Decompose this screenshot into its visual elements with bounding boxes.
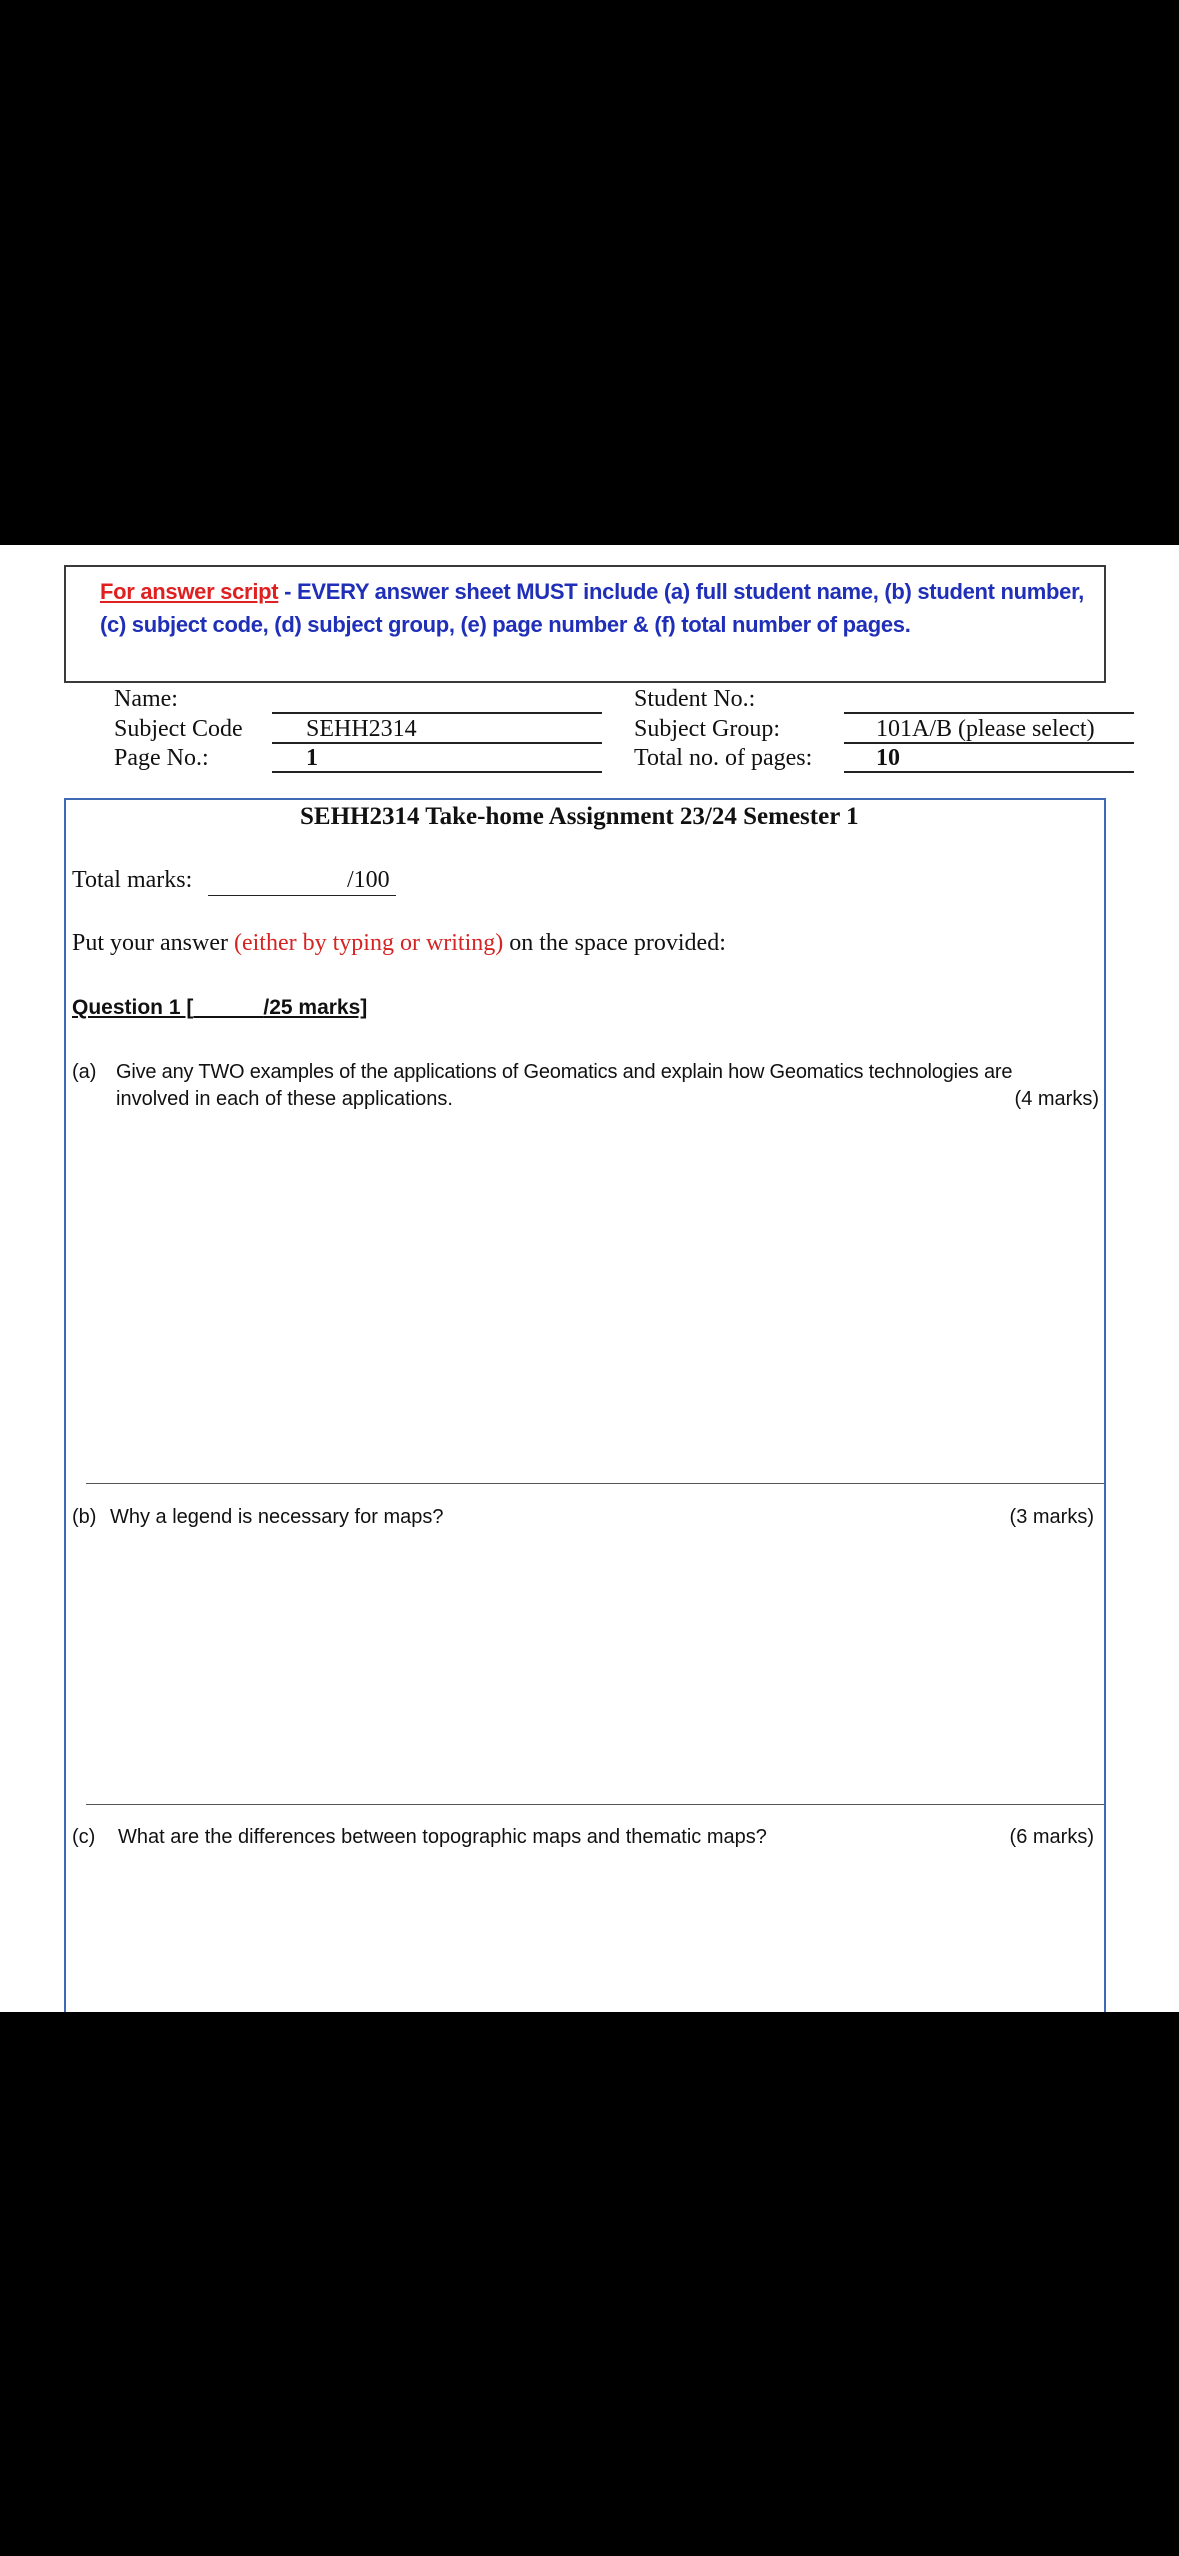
total-marks-underline (208, 895, 396, 896)
notice-label: For answer script (100, 579, 279, 604)
part-c-answer-area[interactable] (66, 1865, 1104, 2005)
page-no-underline (272, 771, 602, 773)
subject-code-underline (272, 742, 602, 744)
subject-code-value[interactable]: SEHH2314 (306, 716, 417, 742)
instruction-post: on the space provided: (503, 930, 726, 956)
name-label: Name: (114, 686, 178, 712)
page-no-label: Page No.: (114, 745, 209, 771)
part-a-text-line1: Give any TWO examples of the applications of Geomatics and explain how Geomatics technologies are (116, 1061, 1013, 1083)
student-no-underline (844, 712, 1134, 714)
question1-heading-post: /25 marks] (263, 996, 368, 1019)
part-b-answer-area[interactable] (66, 1545, 1104, 1785)
part-b-separator (86, 1804, 1104, 1805)
part-a-answer-area[interactable] (66, 1175, 1104, 1425)
document-page (0, 545, 1179, 2012)
subject-group-label: Subject Group: (634, 716, 780, 742)
part-c-label: (c) (72, 1826, 96, 1848)
total-pages-label: Total no. of pages: (634, 745, 813, 771)
question1-heading (72, 996, 367, 1020)
assignment-title: SEHH2314 Take-home Assignment 23/24 Semester 1 (300, 803, 859, 830)
subject-group-select[interactable]: 101A/B (please select) (876, 716, 1095, 742)
instruction-text (72, 930, 726, 957)
part-b-marks: (3 marks) (1009, 1506, 1094, 1528)
notice-body: - EVERY answer sheet MUST include (a) full student name, (b) student number, (c) subject code, (d) subject group, (e) page number & (f) total number of pages. (100, 579, 1084, 637)
part-a-marks: (4 marks) (1014, 1088, 1099, 1110)
notice-text (100, 575, 1100, 641)
total-marks-label: Total marks: (72, 867, 193, 893)
part-b-text: Why a legend is necessary for maps? (110, 1506, 444, 1528)
part-a-separator (86, 1483, 1104, 1484)
part-a-label: (a) (72, 1061, 97, 1083)
part-a-text-line2: involved in each of these applications. (116, 1088, 453, 1110)
subject-code-label: Subject Code (114, 716, 243, 742)
page-no-value[interactable]: 1 (306, 745, 318, 771)
name-underline (272, 712, 602, 714)
total-marks-value: /100 (347, 867, 390, 893)
part-c-text: What are the differences between topographic maps and thematic maps? (118, 1826, 767, 1848)
part-b-label: (b) (72, 1506, 97, 1528)
total-pages-value[interactable]: 10 (876, 745, 900, 771)
subject-group-underline (844, 742, 1134, 744)
instruction-highlight: (either by typing or writing) (233, 930, 504, 956)
student-no-label: Student No.: (634, 686, 756, 712)
part-c-marks: (6 marks) (1009, 1826, 1094, 1848)
instruction-pre: Put your answer (72, 930, 234, 956)
question1-heading-pre: Question 1 [ (72, 996, 194, 1019)
total-pages-underline (844, 771, 1134, 773)
